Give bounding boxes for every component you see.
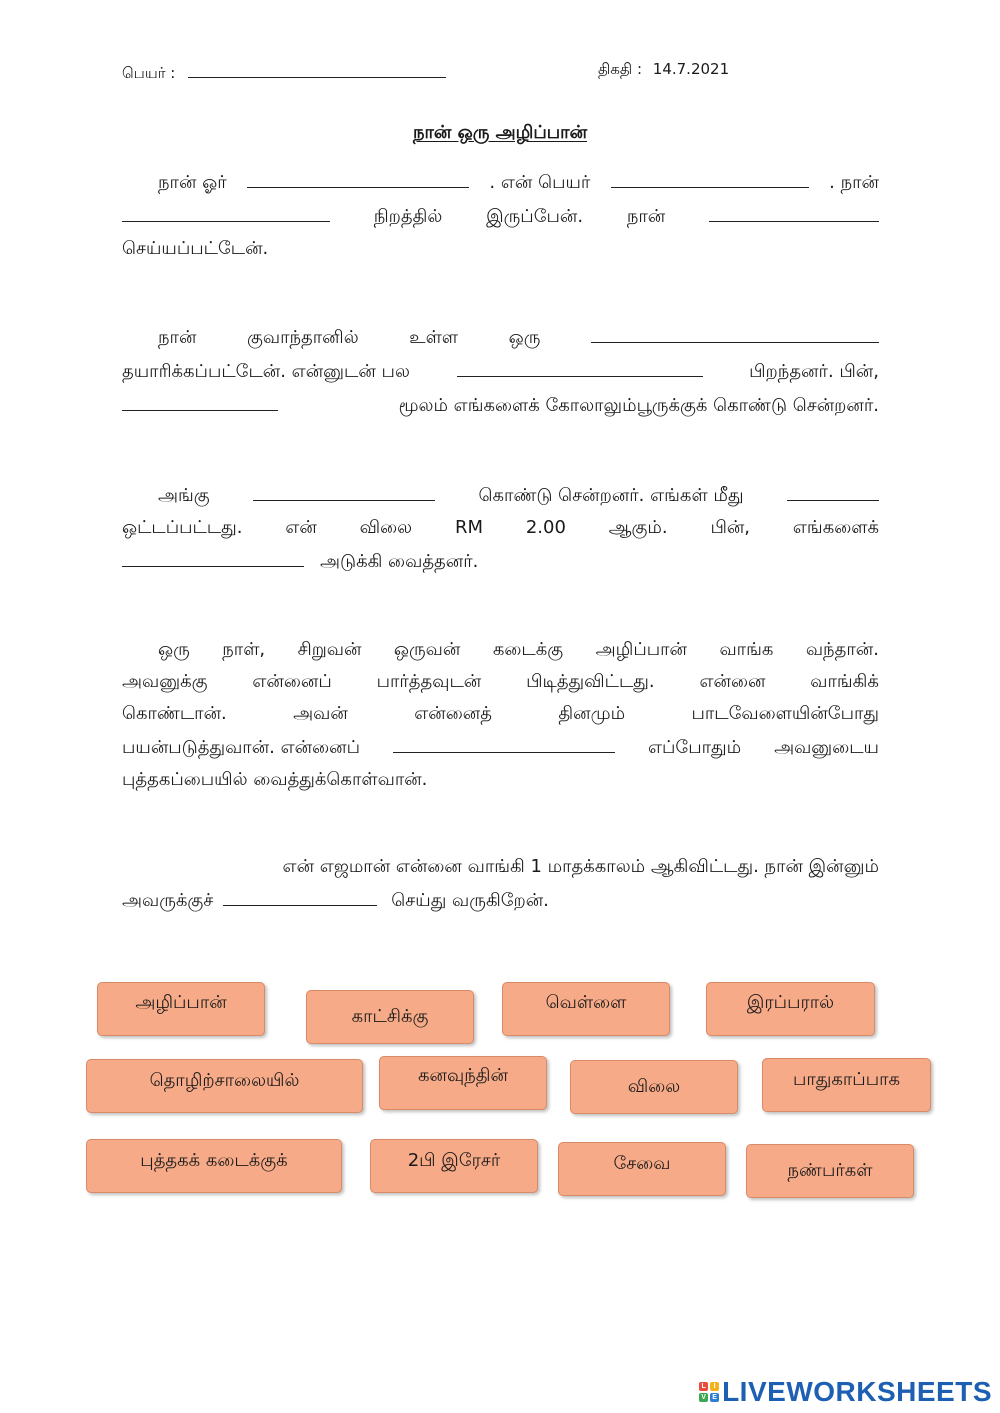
blank-input[interactable]	[223, 885, 377, 906]
text-segment: மூலம் எங்களைக் கோலாலும்பூருக்குக் கொண்டு சென்றனர்.	[398, 395, 879, 416]
text-segment: அவருக்குச்	[122, 890, 214, 911]
text-segment: அவனுக்கு	[122, 671, 208, 692]
word-chip[interactable]: விலை	[570, 1060, 738, 1114]
word-chip[interactable]: கனவுந்தின்	[379, 1056, 547, 1110]
text-segment: நான்	[626, 206, 666, 227]
paragraph-line	[122, 764, 879, 796]
brand-name: LIVEWORKSHEETS	[722, 1376, 992, 1407]
paragraph-line	[122, 546, 879, 578]
text-segment: என்னை	[699, 671, 766, 692]
paragraph-line	[122, 322, 879, 354]
name-label: பெயர் :	[122, 64, 176, 82]
date-value: 14.7.2021	[652, 60, 730, 78]
text-segment: என்னைத்	[414, 703, 492, 724]
text-segment: வாங்கிக்	[810, 671, 879, 692]
text-segment: விலை	[359, 517, 413, 538]
blank-input[interactable]	[122, 546, 304, 567]
text-segment: கொண்டான்.	[122, 703, 227, 724]
paragraph-line	[122, 233, 879, 265]
blank-input[interactable]	[122, 201, 330, 222]
blank-input[interactable]	[122, 390, 278, 411]
text-segment: வந்தான்.	[805, 639, 879, 660]
text-segment: கடைக்கு	[492, 639, 564, 660]
blank-input[interactable]	[457, 356, 703, 377]
word-chip[interactable]: இரப்பரால்	[706, 982, 875, 1036]
text-segment: ஒருவன்	[393, 639, 461, 660]
text-segment: பார்த்தவுடன்	[376, 671, 482, 692]
text-segment: நான்	[158, 327, 197, 348]
text-segment: சிறுவன்	[297, 639, 362, 660]
paragraph-line	[122, 885, 879, 917]
text-segment: செய்யப்பட்டேன்.	[122, 238, 269, 259]
word-chip[interactable]: காட்சிக்கு	[306, 990, 474, 1044]
text-segment: அவனுடைய	[774, 737, 879, 758]
word-chip[interactable]: பாதுகாப்பாக	[762, 1058, 931, 1112]
blank-input[interactable]	[591, 322, 879, 343]
text-segment: என்	[285, 517, 317, 538]
text-segment: ஒரு	[158, 639, 190, 660]
text-segment: கொண்டு சென்றனர். எங்கள் மீது	[478, 485, 744, 506]
paragraph-line	[122, 512, 879, 544]
paragraph-line	[122, 634, 879, 666]
text-segment: செய்து வருகிறேன்.	[391, 890, 549, 911]
paragraph-line	[122, 480, 879, 512]
word-chip[interactable]: சேவை	[558, 1142, 726, 1196]
text-segment: ஒரு	[508, 327, 541, 348]
blank-input[interactable]	[709, 201, 879, 222]
blank-input[interactable]	[787, 480, 879, 501]
text-segment: அடுக்கி வைத்தனர்.	[320, 551, 479, 572]
logo-letter: L	[699, 1382, 708, 1391]
name-row	[122, 60, 446, 84]
text-segment: தினமும்	[558, 703, 626, 724]
word-chip[interactable]: தொழிற்சாலையில்	[86, 1059, 363, 1113]
text-segment: என் எஜமான் என்னை வாங்கி 1 மாதக்காலம் ஆகிவிட்டது. நான் இன்னும்	[282, 856, 879, 877]
text-segment: வாங்க	[719, 639, 774, 660]
blank-input[interactable]	[611, 167, 809, 188]
word-chip[interactable]: புத்தகக் கடைக்குக்	[86, 1139, 342, 1193]
text-segment: அங்கு	[158, 485, 210, 506]
text-segment: எங்களைக்	[792, 517, 879, 538]
text-segment: ஒட்டப்பட்டது.	[122, 517, 243, 538]
liveworksheets-logo-icon	[699, 1382, 719, 1402]
text-segment: பாடவேளையின்போது	[691, 703, 879, 724]
text-segment: பிடித்துவிட்டது.	[526, 671, 655, 692]
logo-letter: I	[710, 1382, 719, 1391]
date-label: திகதி :	[598, 60, 642, 78]
paragraph-line	[122, 356, 879, 388]
blank-input[interactable]	[393, 732, 615, 753]
text-segment: . என் பெயர்	[489, 172, 591, 193]
text-segment: என்னைப்	[252, 671, 332, 692]
date-row	[598, 60, 729, 80]
name-input-line[interactable]	[188, 60, 446, 78]
text-segment: இருப்பேன்.	[486, 206, 584, 227]
text-segment: நிறத்தில்	[373, 206, 443, 227]
text-segment: எப்போதும்	[647, 737, 742, 758]
text-segment: RM	[454, 517, 483, 538]
text-segment: அவன்	[293, 703, 348, 724]
paragraph-line	[122, 666, 879, 698]
text-segment: புத்தகப்பையில் வைத்துக்கொள்வான்.	[122, 769, 428, 790]
text-segment: நாள்,	[222, 639, 266, 660]
text-segment: நான் ஓர்	[158, 172, 227, 193]
paragraph-line	[122, 851, 879, 883]
liveworksheets-brand	[699, 1375, 992, 1409]
word-chip[interactable]: அழிப்பான்	[97, 982, 265, 1036]
paragraph-line	[122, 390, 879, 422]
text-segment: பிறந்தனர். பின்,	[749, 361, 879, 382]
word-chip[interactable]: 2பி இரேசர்	[370, 1139, 538, 1193]
word-chip[interactable]: நண்பர்கள்	[746, 1144, 914, 1198]
text-segment: தயாரிக்கப்பட்டேன். என்னுடன் பல	[122, 361, 410, 382]
page-title: நான் ஒரு அழிப்பான்	[412, 122, 588, 143]
paragraph-line	[122, 167, 879, 199]
text-segment: பயன்படுத்துவான். என்னைப்	[122, 737, 360, 758]
blank-input[interactable]	[253, 480, 435, 501]
text-segment: ஆகும்.	[608, 517, 668, 538]
text-segment: அழிப்பான்	[595, 639, 687, 660]
word-chip[interactable]: வெள்ளை	[502, 982, 670, 1036]
text-segment: குவாந்தானில்	[246, 327, 359, 348]
text-segment: பின்,	[710, 517, 751, 538]
paragraph-line	[122, 698, 879, 730]
paragraph-line	[122, 732, 879, 764]
text-segment: . நான்	[829, 172, 879, 193]
logo-letter: V	[699, 1393, 708, 1402]
paragraph-line	[122, 201, 879, 233]
logo-letter: E	[710, 1393, 719, 1402]
blank-input[interactable]	[247, 167, 469, 188]
text-segment: உள்ள	[409, 327, 459, 348]
text-segment: 2.00	[525, 517, 566, 538]
